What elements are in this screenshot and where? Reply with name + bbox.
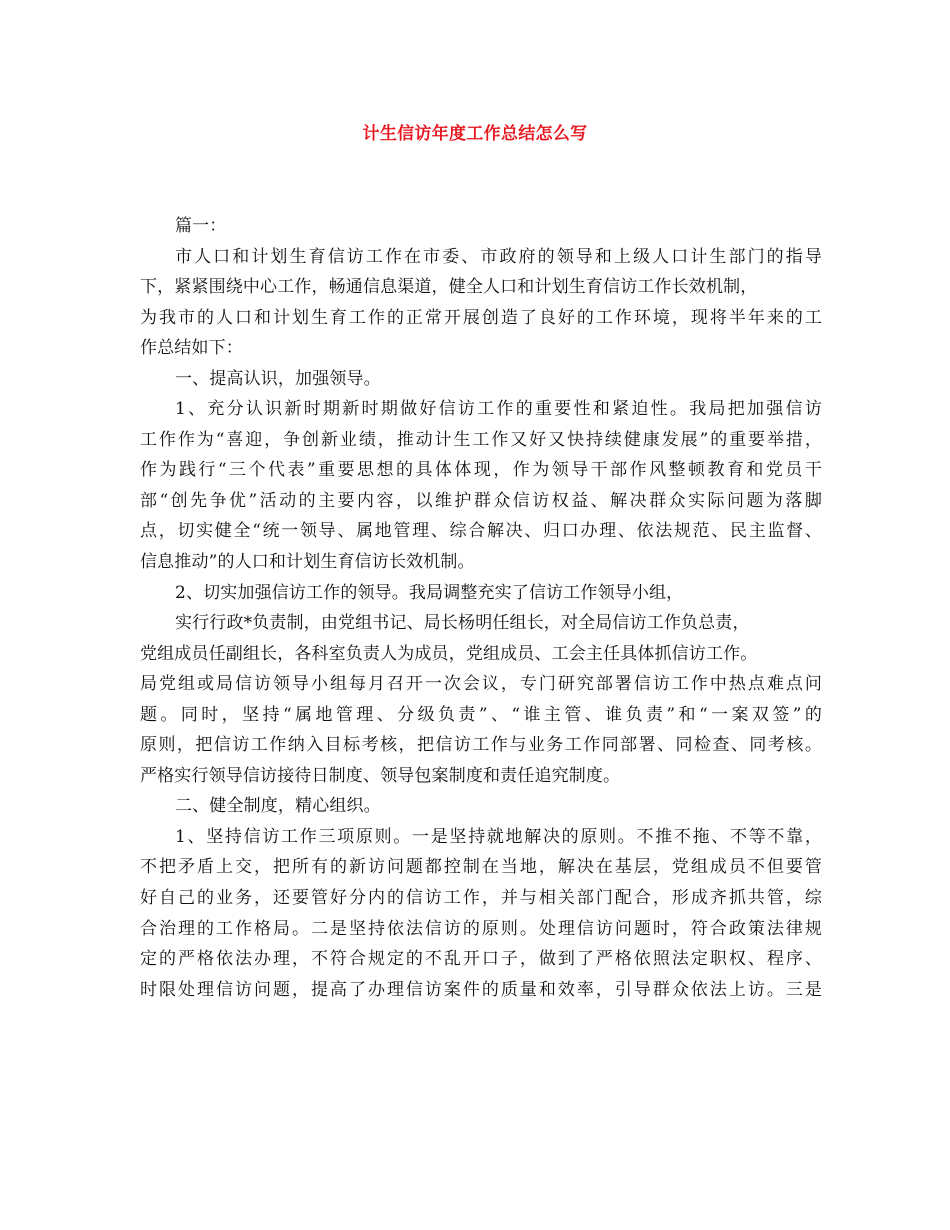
text-line: 合治理的工作格局。二是坚持依法信访的原则。处理信访问题时，符合政策法律规 — [140, 918, 822, 939]
text-line: 实行行政*负责制，由党组书记、局长杨明任组长，对全局信访工作负总责， — [175, 613, 750, 634]
text-line: 二、健全制度，精心组织。 — [175, 796, 381, 817]
text-line: 不把矛盾上交，把所有的新访问题都控制在当地，解决在基层，党组成员不但要管 — [140, 857, 822, 878]
text-line: 时限处理信访问题，提高了办理信访案件的质量和效率，引导群众依法上访。三是 — [140, 979, 822, 1000]
text-line: 为我市的人口和计划生育工作的正常开展创造了良好的工作环境，现将半年来的工 — [140, 307, 822, 328]
text-line: 作为践行“三个代表”重要思想的具体体现，作为领导干部作风整顿教育和党员干 — [140, 460, 822, 481]
text-line: 一、提高认识，加强领导。 — [175, 368, 381, 389]
text-line: 原则，把信访工作纳入目标考核，把信访工作与业务工作同部署、同检查、同考核。 — [140, 735, 822, 756]
document-body — [140, 211, 822, 1005]
text-line: 部“创先争优”活动的主要内容，以维护群众信访权益、解决群众实际问题为落脚 — [140, 490, 822, 511]
text-line: 定的严格依法办理，不符合规定的不乱开口子，做到了严格依照法定职权、程序、 — [140, 949, 822, 970]
text-line: 1、充分认识新时期新时期做好信访工作的重要性和紧迫性。我局把加强信访 — [175, 399, 822, 420]
text-line: 市人口和计划生育信访工作在市委、市政府的领导和上级人口计生部门的指导 — [175, 246, 822, 267]
text-line: 题。同时，坚持“属地管理、分级负责”、“谁主管、谁负责”和“一案双签”的 — [140, 704, 822, 725]
text-line: 工作作为“喜迎，争创新业绩，推动计生工作又好又快持续健康发展”的重要举措， — [140, 429, 822, 450]
text-line: 严格实行领导信访接待日制度、领导包案制度和责任追究制度。 — [140, 765, 621, 786]
text-line: 局党组或局信访领导小组每月召开一次会议，专门研究部署信访工作中热点难点问 — [140, 674, 822, 695]
document-title: 计生信访年度工作总结怎么写 — [362, 124, 588, 144]
text-line: 点，切实健全“统一领导、属地管理、综合解决、归口办理、依法规范、民主监督、 — [140, 521, 822, 542]
text-line: 信息推动”的人口和计划生育信访长效机制。 — [140, 552, 475, 573]
text-line: 党组成员任副组长，各科室负责人为成员，党组成员、工会主任具体抓信访工作。 — [140, 643, 758, 664]
text-line: 好自己的业务，还要管好分内的信访工作，并与相关部门配合，形成齐抓共管，综 — [140, 888, 822, 909]
text-line: 篇一： — [175, 216, 227, 236]
text-line: 下，紧紧围绕中心工作，畅通信息渠道，健全人口和计划生育信访工作长效机制， — [140, 277, 758, 298]
text-line: 2、切实加强信访工作的领导。我局调整充实了信访工作领导小组， — [175, 582, 684, 603]
text-line: 1、坚持信访工作三项原则。一是坚持就地解决的原则。不推不拖、不等不靠， — [175, 826, 822, 847]
text-line: 作总结如下： — [140, 338, 243, 359]
